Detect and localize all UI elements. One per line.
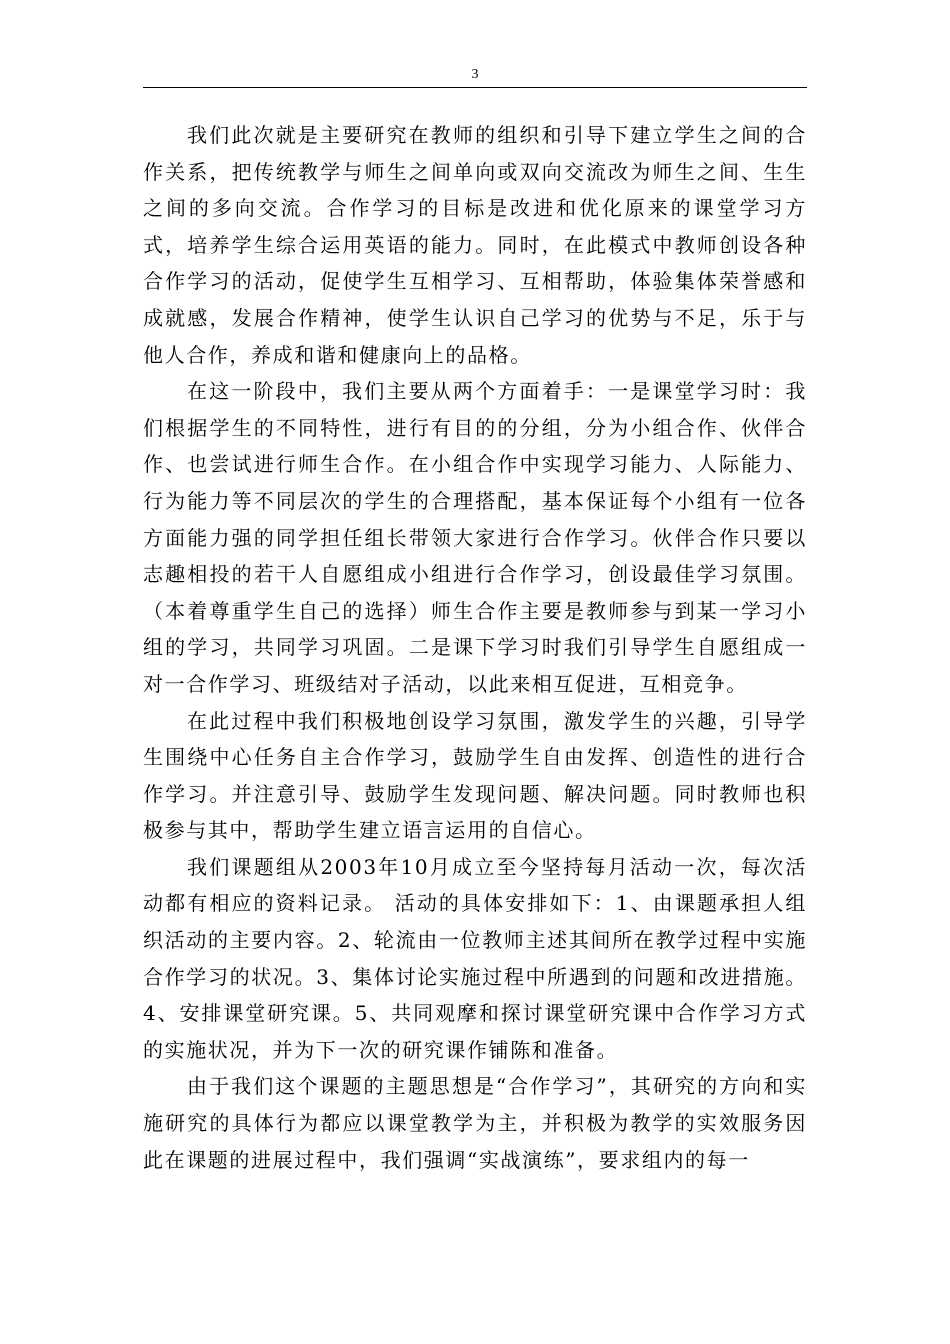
header-divider (143, 87, 807, 88)
paragraph-3: 在此过程中我们积极地创设学习氛围，激发学生的兴趣，引导学生围绕中心任务自主合作学习，鼓励学生自由发挥、创造性的进行合作学习。并注意引导、鼓励学生发现问题、解决问题。同时教师也积极参与其中，帮助学生建立语言运用的自信心。 (143, 708, 807, 843)
paragraph-5: 由于我们这个课题的主题思想是“合作学习”，其研究的方向和实施研究的具体行为都应以课堂教学为主，并积极为教学的实效服务因此在课题的进展过程中，我们强调“实战演练”，要求组内的每一 (143, 1074, 807, 1172)
paragraph-4: 我们课题组从2003年10月成立至今坚持每月活动一次，每次活动都有相应的资料记录。 活动的具体安排如下：1、由课题承担人组织活动的主要内容。2、轮流由一位教师主述其间所在教学过程中实施合作学习的状况。3、集体讨论实施过程中所遇到的问题和改进措施。4、安排课堂研究课。5、共同观摩和探讨课堂研究课中合作学习方式的实施状况，并为下一次的研究课作铺陈和准备。 (143, 854, 807, 1062)
paragraph-1: 我们此次就是主要研究在教师的组织和引导下建立学生之间的合作关系，把传统教学与师生之间单向或双向交流改为师生之间、生生之间的多向交流。合作学习的目标是改进和优化原来的课堂学习方式，培养学生综合运用英语的能力。同时，在此模式中教师创设各种合作学习的活动，促使学生互相学习、互相帮助，体验集体荣誉感和成就感，发展合作精神，使学生认识自己学习的优势与不足，乐于与他人合作，养成和谐和健康向上的品格。 (143, 123, 807, 367)
document-body (143, 117, 807, 1178)
page-number: 3 (471, 67, 479, 82)
paragraph-2: 在这一阶段中，我们主要从两个方面着手：一是课堂学习时：我们根据学生的不同特性，进行有目的的分组，分为小组合作、伙伴合作、也尝试进行师生合作。在小组合作中实现学习能力、人际能力、行为能力等不同层次的学生的合理搭配，基本保证每个小组有一位各方面能力强的同学担任组长带领大家进行合作学习。伙伴合作只要以志趣相投的若干人自愿组成小组进行合作学习，创设最佳学习氛围。（本着尊重学生自己的选择）师生合作主要是教师参与到某一学习小组的学习，共同学习巩固。二是课下学习时我们引导学生自愿组成一对一合作学习、班级结对子活动，以此来相互促进，互相竞争。 (143, 379, 807, 696)
